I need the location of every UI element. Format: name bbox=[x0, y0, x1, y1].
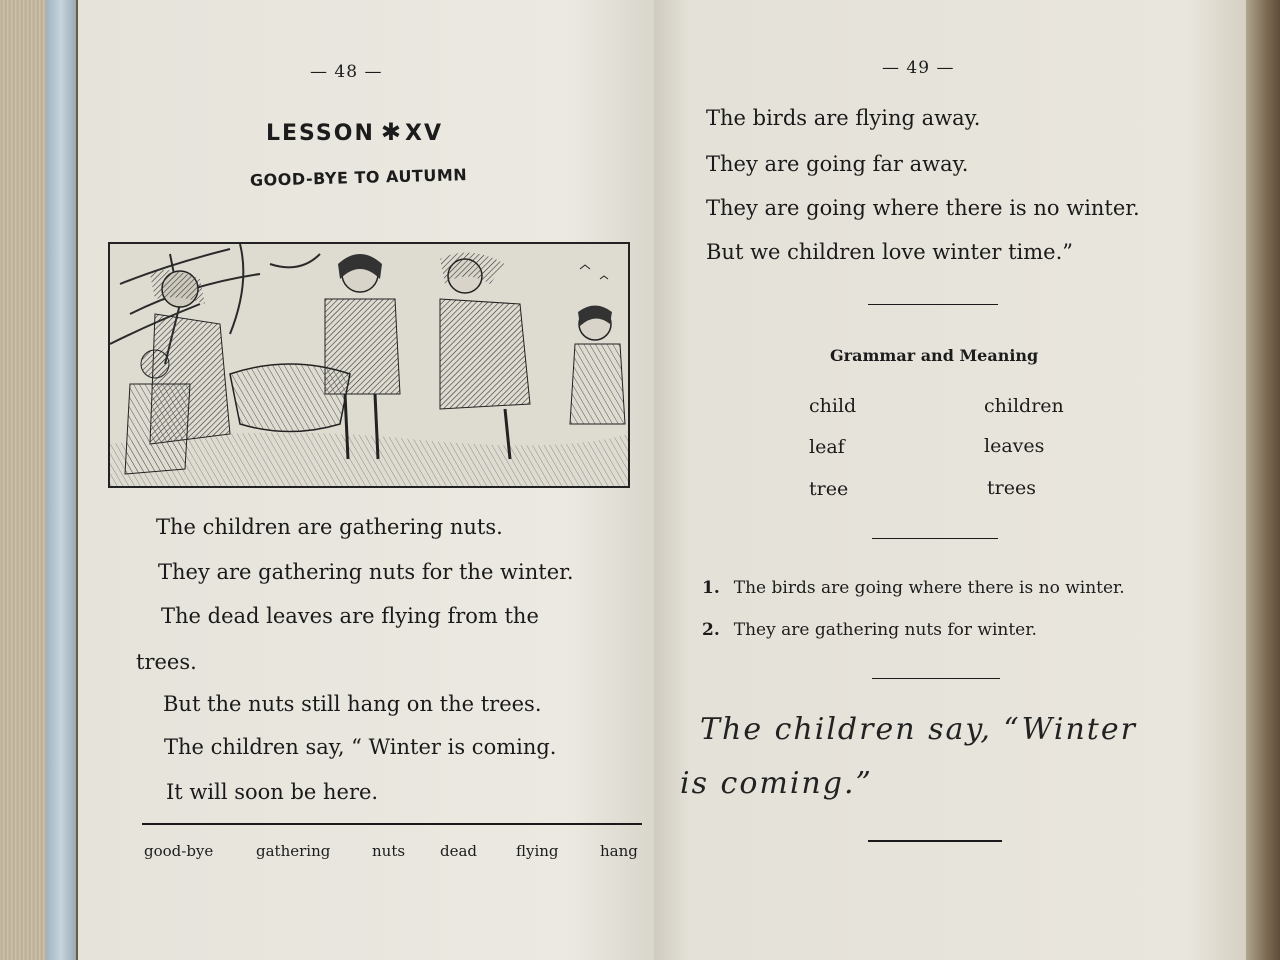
sentence-number: 2. bbox=[702, 620, 720, 640]
left-text-line: The dead leaves are flying from the bbox=[161, 604, 539, 628]
right-text-line: The birds are flying away. bbox=[706, 106, 981, 130]
sentence-number: 1. bbox=[702, 578, 720, 598]
lesson-label: LESSON bbox=[266, 121, 375, 146]
left-text-line: The children are gathering nuts. bbox=[156, 515, 503, 539]
grammar-singular: child bbox=[809, 395, 857, 417]
vocabulary-word: nuts bbox=[372, 842, 406, 860]
vocabulary-word: flying bbox=[516, 842, 559, 860]
right-page bbox=[654, 0, 1246, 960]
left-text-line: trees. bbox=[136, 650, 197, 674]
lesson-numeral: XV bbox=[404, 121, 443, 146]
section-divider bbox=[872, 678, 1000, 679]
section-divider bbox=[872, 538, 998, 539]
children-gathering-nuts-illustration bbox=[110, 244, 628, 486]
numbered-sentence bbox=[702, 578, 1125, 598]
handwriting-line: is coming.” bbox=[680, 766, 873, 801]
section-divider bbox=[868, 840, 1002, 842]
book-cover-strip bbox=[46, 0, 76, 960]
left-page bbox=[78, 0, 654, 960]
sentence-text: The birds are going where there is no winter. bbox=[733, 578, 1125, 598]
grammar-heading: Grammar and Meaning bbox=[830, 346, 1039, 365]
vocabulary-word: hang bbox=[600, 842, 638, 860]
vocabulary-rule bbox=[142, 823, 642, 825]
numbered-sentence bbox=[702, 620, 1037, 640]
section-divider bbox=[868, 304, 998, 305]
book-right-edge bbox=[1246, 0, 1280, 960]
handwriting-line: The children say, “Winter bbox=[700, 712, 1137, 747]
grammar-plural: trees bbox=[987, 477, 1036, 499]
page-number-right: — 49 — bbox=[882, 58, 955, 78]
lesson-subtitle: GOOD-BYE TO AUTUMN bbox=[249, 165, 468, 190]
sentence-text: They are gathering nuts for winter. bbox=[733, 620, 1037, 640]
vocabulary-word: dead bbox=[440, 842, 478, 860]
grammar-plural: leaves bbox=[984, 435, 1045, 457]
right-text-line: But we children love winter time.” bbox=[706, 240, 1074, 264]
left-text-line: They are gathering nuts for the winter. bbox=[158, 560, 574, 584]
right-text-line: They are going where there is no winter. bbox=[706, 196, 1140, 220]
grammar-singular: leaf bbox=[809, 436, 845, 458]
left-text-line: But the nuts still hang on the trees. bbox=[163, 692, 542, 716]
left-text-line: The children say, “ Winter is coming. bbox=[164, 735, 557, 759]
lesson-star-icon: ✱ bbox=[380, 118, 403, 146]
grammar-singular: tree bbox=[809, 478, 849, 500]
lesson-illustration bbox=[108, 242, 630, 488]
right-text-line: They are going far away. bbox=[706, 152, 969, 176]
vocabulary-word: good-bye bbox=[144, 842, 214, 860]
grammar-plural: children bbox=[984, 395, 1064, 417]
lesson-title bbox=[266, 118, 443, 146]
page-number-left: — 48 — bbox=[310, 62, 383, 82]
vocabulary-word: gathering bbox=[256, 842, 331, 860]
left-text-line: It will soon be here. bbox=[166, 780, 379, 804]
